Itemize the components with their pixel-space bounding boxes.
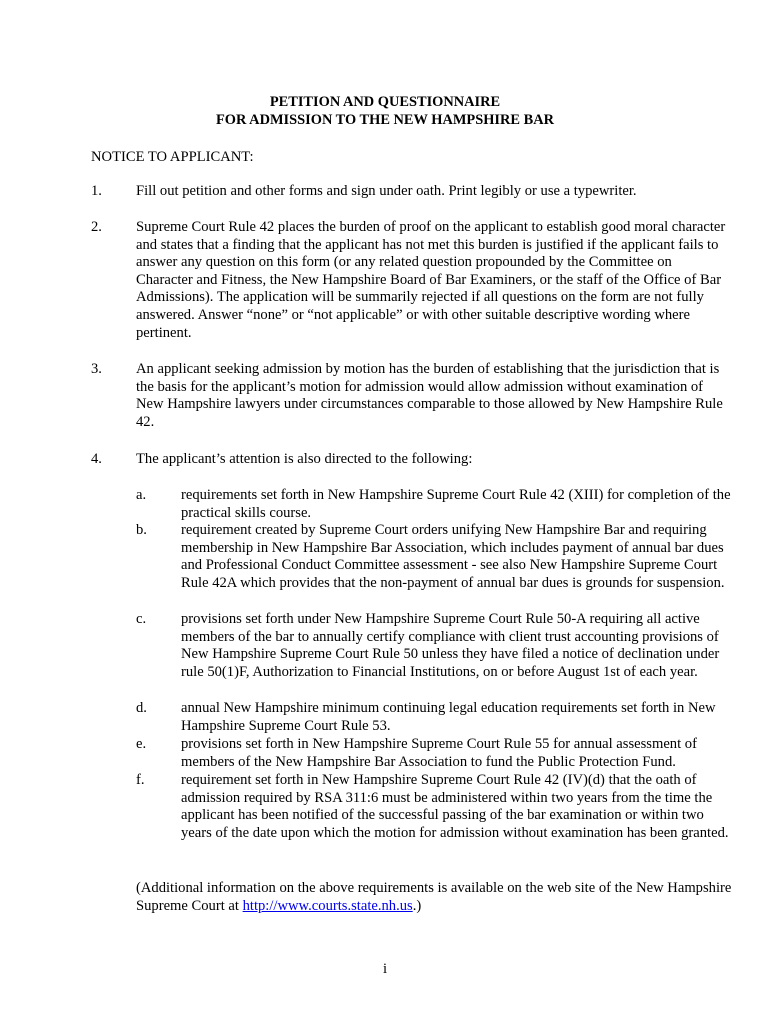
subitem-letter: e.	[136, 736, 147, 752]
subitem-text: requirements set forth in New Hampshire Supreme Court Rule 42 (XIII) for completion of the practical skills course.	[181, 487, 731, 521]
item-text: The applicant’s attention is also directed to the following:	[136, 451, 473, 467]
subitem-letter: b.	[136, 522, 147, 538]
item-number: 4.	[91, 451, 102, 467]
item-text: An applicant seeking admission by motion has the burden of establishing that the jurisdiction that is the basis for the applicant’s motion for admission would allow admission without examination of New Hampshire lawyers under circumstances comparable to those allowed by New Hampshire Rule 42.	[136, 361, 723, 430]
subitem-letter: c.	[136, 611, 147, 627]
item-number: 2.	[91, 219, 102, 235]
additional-info	[136, 880, 732, 915]
title-line-2: FOR ADMISSION TO THE NEW HAMPSHIRE BAR	[216, 112, 554, 128]
subitem-letter: d.	[136, 700, 147, 716]
item-number: 1.	[91, 183, 102, 199]
title-line-1: PETITION AND QUESTIONNAIRE	[269, 94, 501, 110]
additional-info-text: (Additional information on the above requirements is available on the web site of the New Hampshire Supreme Court at	[136, 880, 732, 914]
page-number: i	[382, 961, 388, 977]
subitem-letter: a.	[136, 487, 147, 503]
subitem-text: provisions set forth in New Hampshire Supreme Court Rule 55 for annual assessment of members of the New Hampshire Bar Association to fund the Public Protection Fund.	[181, 736, 697, 770]
subitem-text: requirement set forth in New Hampshire Supreme Court Rule 42 (IV)(d) that the oath of admission required by RSA 311:6 must be administered within two years from the time the applicant has been notified of the successful passing of the bar examination or within two years of the date upon which the motion for admission without examination has been granted.	[181, 772, 729, 841]
item-number: 3.	[91, 361, 102, 377]
subitem-text: requirement created by Supreme Court orders unifying New Hampshire Bar and requiring membership in New Hampshire Bar Association, which includes payment of annual bar dues and Professional Conduct Committee assessment - see also New Hampshire Supreme Court Rule 42A which provides that the non-payment of annual bar dues is grounds for suspension.	[181, 522, 725, 591]
court-website-link[interactable]: http://www.courts.state.nh.us	[242, 897, 413, 914]
additional-info-end: .)	[412, 897, 422, 914]
notice-heading: NOTICE TO APPLICANT:	[91, 149, 254, 165]
item-text: Fill out petition and other forms and sign under oath. Print legibly or use a typewriter.	[136, 183, 637, 199]
subitem-text: provisions set forth under New Hampshire Supreme Court Rule 50-A requiring all active members of the bar to annually certify compliance with client trust accounting provisions of New Hampshire Supreme Court Rule 50 unless they have filed a notice of declination under rule 50(1)F, Authorization to Financial Institutions, on or before August 1st of each year.	[181, 611, 720, 680]
subitem-letter: f.	[136, 772, 145, 788]
item-text: Supreme Court Rule 42 places the burden of proof on the applicant to establish good moral character and states that a finding that the applicant has not met this burden is justified if the applicant fails to answer any question on this form (or any related question propounded by the Committee on Character and Fitness, the New Hampshire Board of Bar Examiners, or the staff of the Office of Bar Admissions). The application will be summarily rejected if all questions on the form are not fully answered. Answer “none” or “not applicable” or with other suitable descriptive wording where pertinent.	[136, 219, 726, 341]
subitem-text: annual New Hampshire minimum continuing legal education requirements set forth in New Hampshire Supreme Court Rule 53.	[181, 700, 716, 734]
